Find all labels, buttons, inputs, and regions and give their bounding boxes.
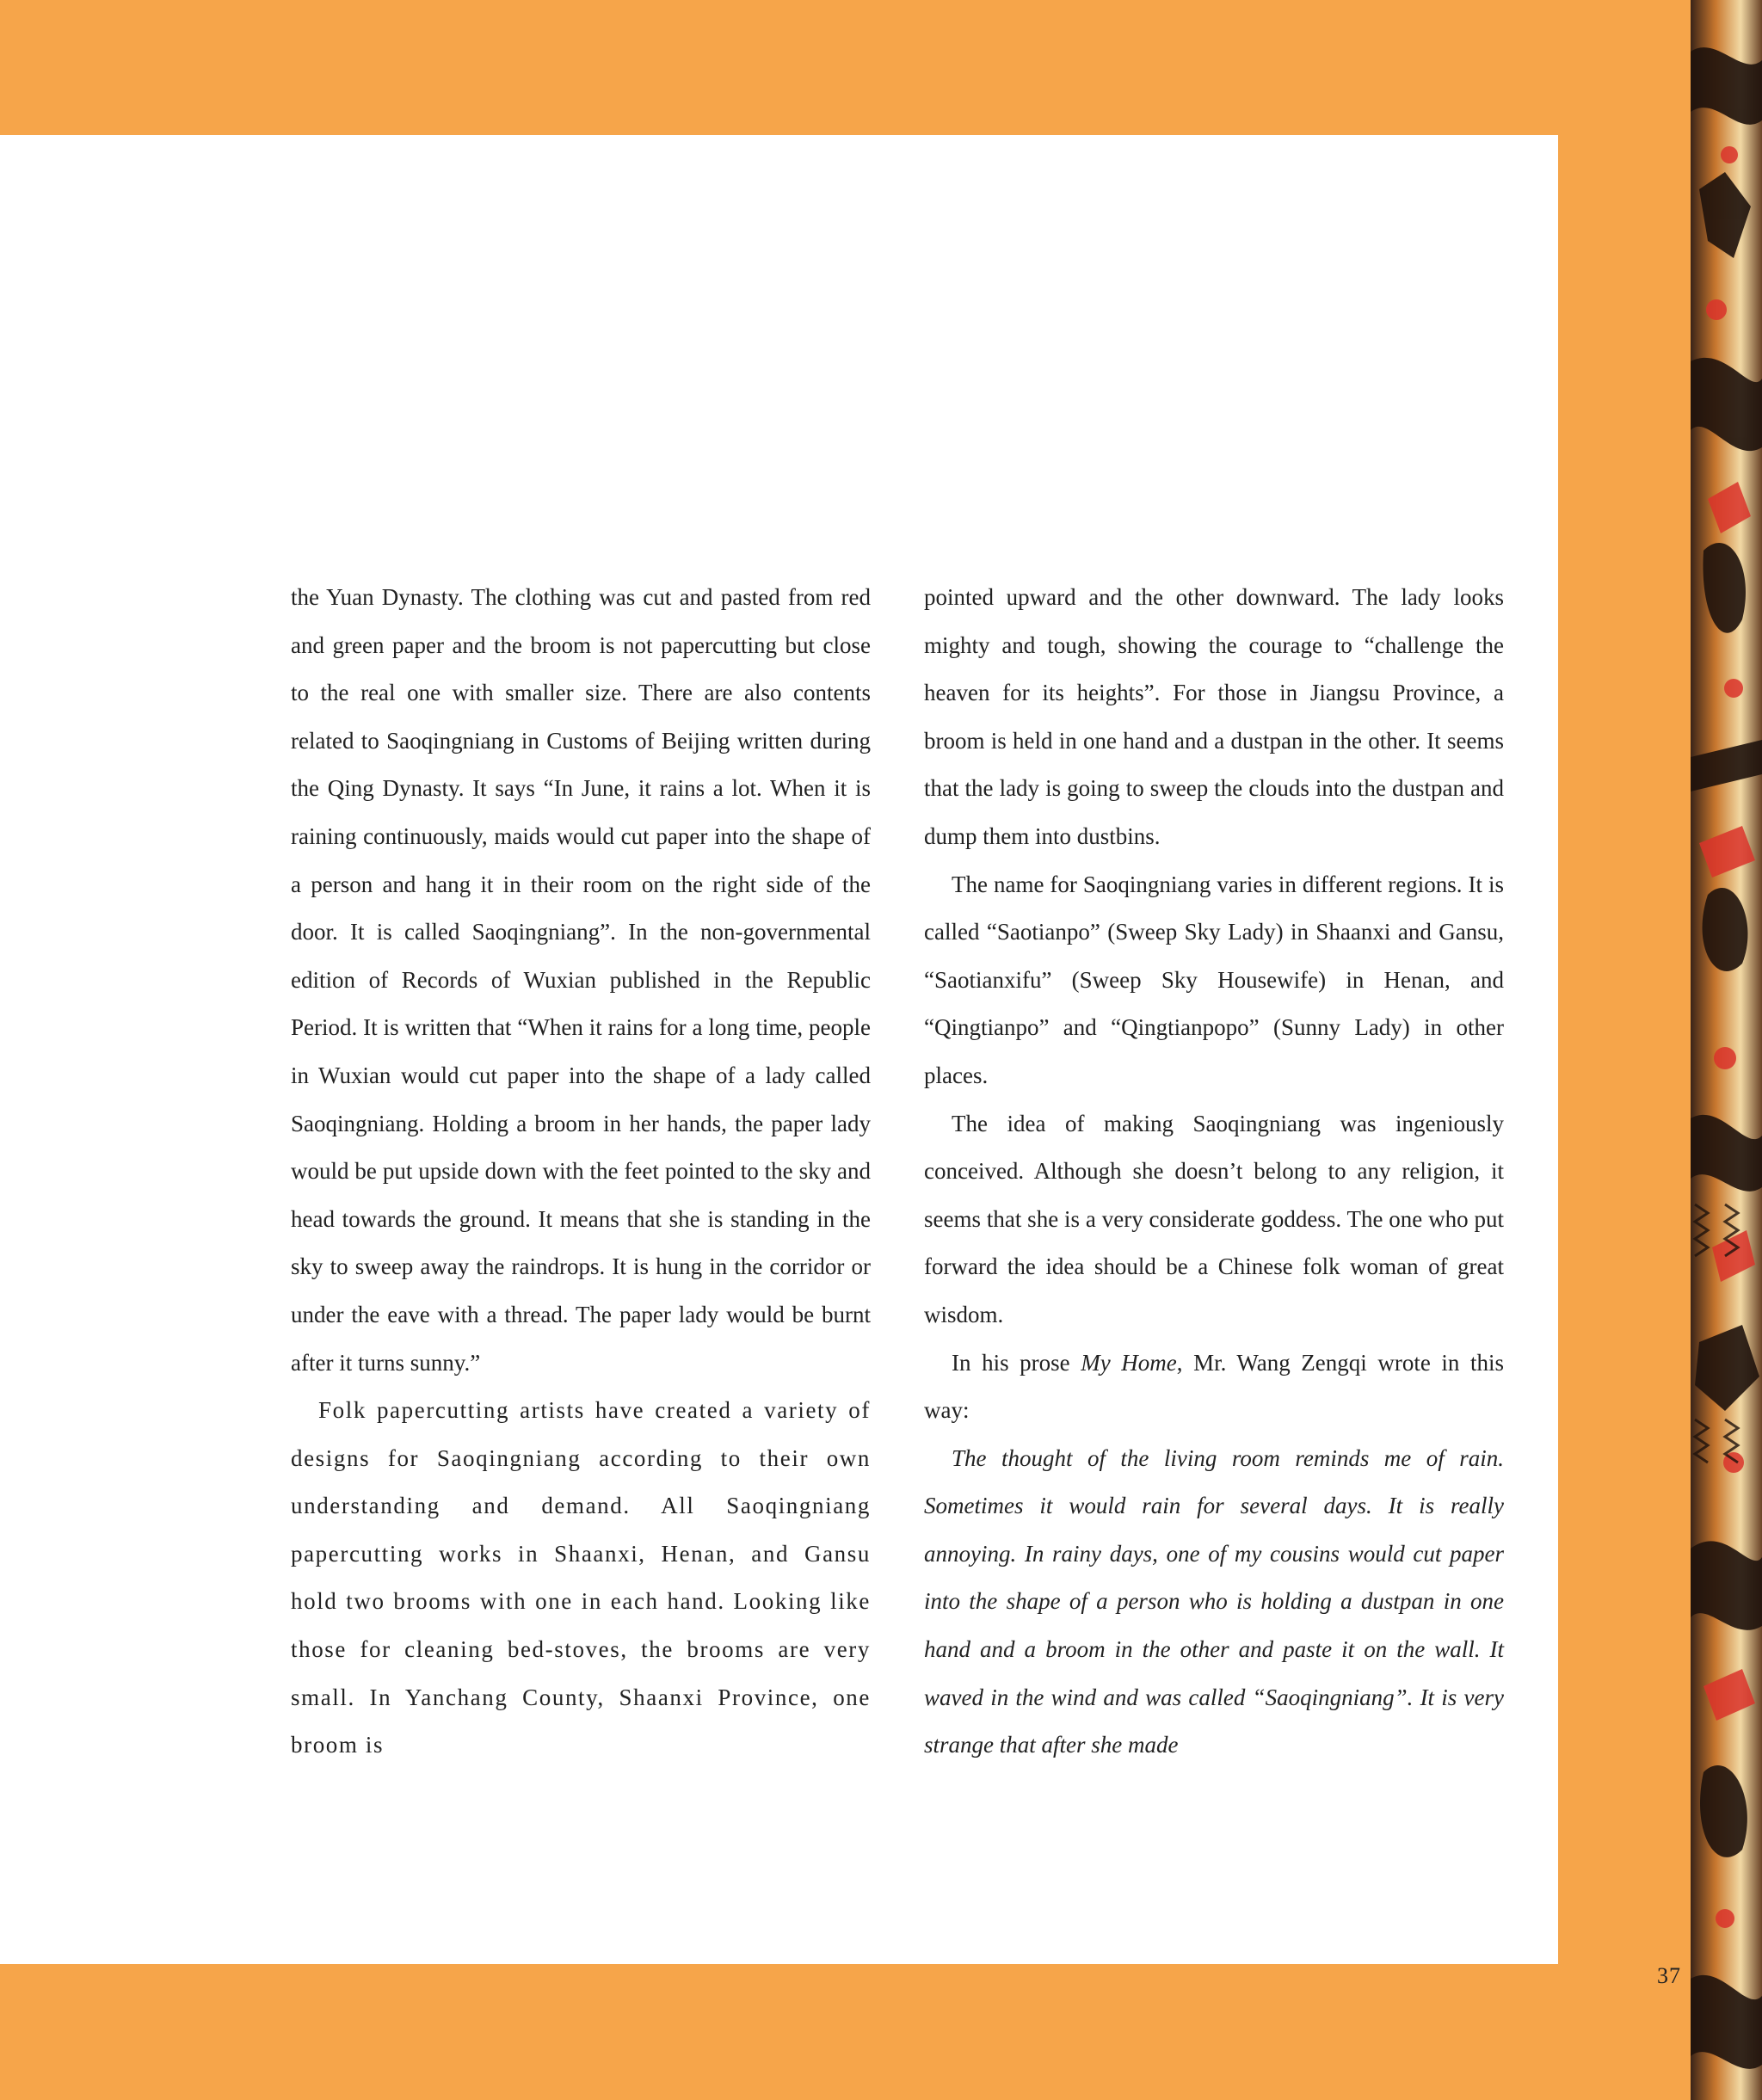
- right-paragraph-1: pointed upward and the other downward. The lady looks mighty and tough, showing the courage to “challenge the heaven for its heights”. For those in Jiangsu Province, a broom is held in one hand and a dustpan in the other. It seems that the lady is going to sweep the clouds into the dustpan and dump them into dustbins.: [924, 584, 1504, 849]
- right-paragraph-3: The idea of making Saoqingniang was ingeniously conceived. Although she doesn’t belong to any religion, it seems that she is a very considerate goddess. The one who put forward the idea should be a Chinese folk woman of great wisdom.: [924, 1110, 1504, 1327]
- left-text-column: [291, 574, 871, 1770]
- prose-intro-text: In his prose: [952, 1349, 1081, 1376]
- left-paragraph-2: Folk papercutting artists have created a variety of designs for Saoqingniang according to their own understanding and demand. All Saoqingniang papercutting works in Shaanxi, Henan, and Gansu hold two brooms with one in each hand. Looking like those for cleaning bed-stoves, the brooms are very small. In Yanchang County, Shaanxi Province, one broom is: [291, 1397, 871, 1758]
- right-paragraph-2: The name for Saoqingniang varies in different regions. It is called “Saotianpo” (Sweep Sky Lady) in Shaanxi and Gansu, “Saotianxifu” (Sweep Sky Housewife) in Henan, and “Qingtianpo” and “Qingtianpopo” (Sunny Lady) in other places.: [924, 871, 1504, 1088]
- page-number: 37: [1657, 1963, 1681, 1988]
- papercut-border-decoration: [1691, 0, 1762, 2100]
- quoted-passage: The thought of the living room reminds me of rain. Sometimes it would rain for several days. It is really annoying. In rainy days, one of my cousins would cut paper into the shape of a person who is holding a dustpan in one hand and a broom in the other and paste it on the wall. It waved in the wind and was called “Saoqingniang”. It is very strange that after she made: [924, 1444, 1504, 1758]
- papercut-border-art: [1691, 0, 1762, 2100]
- right-paragraph-4: [924, 1339, 1504, 1435]
- top-orange-band: [0, 0, 1702, 135]
- left-paragraph-1: the Yuan Dynasty. The clothing was cut and pasted from red and green paper and the broom is not papercutting but close to the real one with smaller size. There are also contents related to Saoqingniang in Customs of Beijing written during the Qing Dynasty. It says “In June, it rains a lot. When it is raining continuously, maids would cut paper into the shape of a person and hang it in their room on the right side of the door. It is called Saoqingniang”. In the non-governmental edition of Records of Wuxian published in the Republic Period. It is written that “When it rains for a long time, people in Wuxian would cut paper into the shape of a lady called Saoqingniang. Holding a broom in her hands, the paper lady would be put upside down with the feet pointed to the sky and head towards the ground. It means that she is standing in the sky to sweep away the raindrops. It is hung in the corridor or under the eave with a thread. The paper lady would be burnt after it turns sunny.”: [291, 584, 871, 1376]
- prose-intro-tail: , Mr. Wang Zengqi wrote in this way:: [924, 1349, 1504, 1424]
- prose-title: My Home: [1081, 1349, 1177, 1376]
- bottom-orange-band: [0, 1964, 1702, 2100]
- right-text-column: [924, 574, 1504, 1770]
